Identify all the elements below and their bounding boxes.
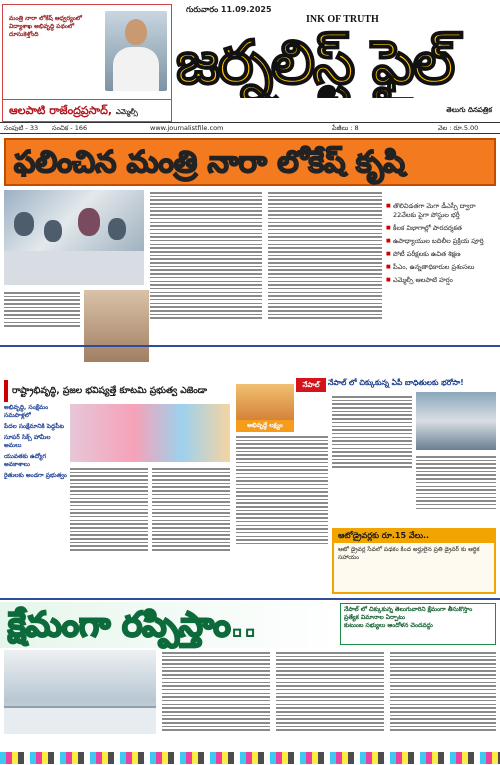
highlight-item: ■ ఉపాధ్యాయుల బదిలీల ప్రక్రియ పూర్తి <box>386 237 496 246</box>
page-count: పేజీలు : 8 <box>332 124 359 132</box>
print-registration-strip <box>0 752 500 764</box>
price: వెల : రూ.5.00 <box>438 124 479 132</box>
boxed-story-text: ఆటో డ్రైవర్ల సేవలో పథకం కింద అర్హులైన ప్రతి డ్రైవర్ కు ఆర్థిక సహాయం <box>338 546 480 561</box>
lead-caption-text <box>4 292 80 327</box>
section-divider-bottom <box>0 598 500 600</box>
boxed-story-title[interactable]: ఆటోడ్రైవర్లకు రూ.15 వేలు.. <box>334 530 494 543</box>
advertisement-suffix: ఎమ్మెల్సీ <box>115 108 138 116</box>
highlight-item: ■ ఎమ్మెల్సీ ఆలపాటి హర్షం <box>386 276 496 285</box>
bullet-item: సూపర్ సిక్స్ హామీల అమలు <box>4 434 51 449</box>
advertisement-name <box>3 99 171 121</box>
bullet-item: అభివృద్ధి, సంక్షేమం సమపాళ్లలో <box>4 404 49 419</box>
masthead-subtitle: తెలుగు దినపత్రిక <box>446 106 492 114</box>
masthead-title: జర్నలిస్ట్ ఫైల్ <box>176 28 454 98</box>
bullet-item: రైతులకు అండగా ప్రభుత్వం <box>4 472 67 479</box>
advertisement-name-text: ఆలపాటి రాజేంద్రప్రసాద్, <box>9 104 113 117</box>
highlight-item: ■ పీఎం, ఉన్నతాధికారుల ప్రశంసలు <box>386 263 496 272</box>
section3-column-3 <box>416 456 496 509</box>
lead-article-column-2 <box>268 192 382 319</box>
bottom-headline[interactable]: క్షేమంగా రప్పిస్తాం.. <box>8 605 257 645</box>
issue-number: సంచిక - 166 <box>52 124 88 132</box>
section2-headline[interactable]: రాష్ట్రాభివృద్ధి, ప్రజల భవిష్యత్తే కూటమి ప్రభుత్వ ఎజెండా <box>4 380 232 402</box>
advertisement-portrait <box>105 11 167 91</box>
bullet-item: పేదల సంక్షేమానికి పెద్దపీట <box>4 423 65 430</box>
section2-column-2 <box>152 468 230 551</box>
bottom-highlights-box <box>340 603 496 645</box>
volume-number: సంపుటి - 33 <box>4 124 39 132</box>
highlight-item: ■ కీలక విభాగాల్లో పారదర్శకత <box>386 224 496 233</box>
section2-photo <box>70 404 230 462</box>
website-link[interactable]: www.journalistfile.com <box>150 124 224 132</box>
section2-column-1 <box>70 468 148 551</box>
bottom-photo <box>4 650 156 734</box>
section3-group-photo <box>416 392 496 450</box>
boxed-story <box>332 528 496 594</box>
advertisement-text: మంత్రి నారా లోకేష్ ఆధ్వర్యంలో విద్యాశాఖ అభివృద్ధి పథంలో దూసుకెళ్తోంది <box>9 15 82 38</box>
inset-portrait-photo <box>84 290 149 362</box>
lead-headline[interactable]: ఫలించిన మంత్రి నారా లోకేష్ కృషి <box>14 145 405 180</box>
bottom-point: కుటుంబ సభ్యులు ఆందోళన చెందవద్దు <box>344 622 433 629</box>
section2-bullets <box>4 404 68 483</box>
bottom-point: నేపాల్ లో చిక్కుకున్న తెలుగువారిని క్షేమంగా తీసుకొస్తాం <box>344 606 473 613</box>
lead-photo <box>4 190 144 285</box>
bottom-column-3 <box>390 652 496 731</box>
issue-info-bar <box>0 122 500 134</box>
lead-headline-banner <box>4 138 496 186</box>
section3-tag: నేపాల్ <box>296 378 326 392</box>
bullet-item: యువతకు ఉద్యోగ అవకాశాలు <box>4 453 47 468</box>
masthead-tagline: INK OF TRUTH <box>306 14 379 25</box>
section3-column-2 <box>332 396 412 468</box>
issue-date: గురువారం 11.09.2025 <box>186 5 272 14</box>
section3-photo <box>236 384 294 432</box>
highlight-item: ■ తొలివిడతగా మెగా డీఎస్సీ ద్వారా 22వేలకు పైగా పోస్టుల భర్తీ <box>386 202 496 220</box>
highlight-item: ■ పోటీ పరీక్షలకు ఉచిత శిక్షణ <box>386 250 496 259</box>
bottom-column-2 <box>276 652 384 731</box>
lead-highlights-sidebar <box>386 202 496 340</box>
section3-column-1 <box>236 436 328 544</box>
section-divider <box>0 345 500 347</box>
bottom-column-1 <box>162 652 270 731</box>
bottom-point: ప్రత్యేక విమానాల ఏర్పాటు <box>344 614 405 621</box>
masthead <box>176 2 496 120</box>
section3-photo-caption: అభివృద్ధే లక్ష్యం <box>236 420 294 432</box>
masthead-advertisement <box>2 4 172 122</box>
section3-headline[interactable]: నేపాల్ లో చిక్కుకున్న ఏపీ బాధితులకు భరోసా! <box>328 378 496 392</box>
lead-article-column-1 <box>150 192 262 319</box>
